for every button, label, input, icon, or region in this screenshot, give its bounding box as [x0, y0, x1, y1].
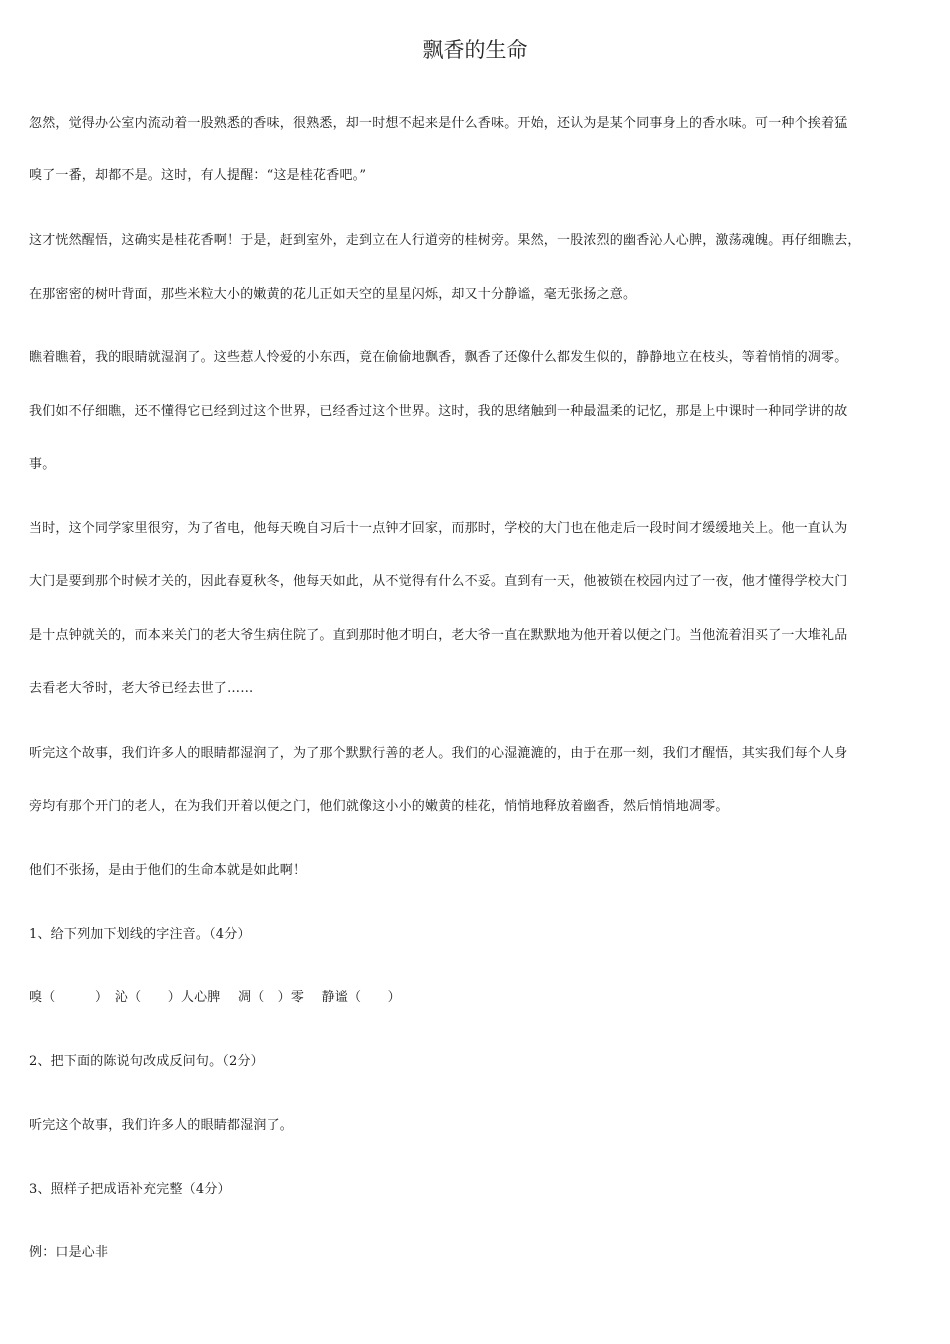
paragraph-5-line-2: 旁均有那个开门的老人，在为我们开着以便之门，他们就像这小小的嫩黄的桂花，悄悄地释放着幽香，然后悄悄地凋零。: [29, 799, 729, 814]
document-title: 飘香的生命: [422, 38, 528, 62]
question-2-heading: 2、把下面的陈说句改成反问句。（2分）: [29, 1054, 264, 1069]
paragraph-2-line-1: 这才恍然醒悟，这确实是桂花香啊！于是，赶到室外，走到立在人行道旁的桂树旁。果然，一股浓烈的幽香沁人心脾，激荡魂魄。再仔细瞧去，: [29, 233, 861, 248]
paragraph-3-line-3: 事。: [29, 457, 56, 472]
paragraph-2-line-2: 在那密密的树叶背面，那些米粒大小的嫩黄的花儿正如天空的星星闪烁，却又十分静谧，毫无张扬之意。: [29, 287, 637, 302]
paragraph-4-line-3: 是十点钟就关的，而本来关门的老大爷生病住院了。直到那时他才明白，老大爷一直在默默地为他开着以便之门。当他流着泪买了一大堆礼品: [29, 628, 848, 643]
paragraph-4-line-4: 去看老大爷时，老大爷已经去世了……: [29, 681, 254, 696]
question-3-example: 例：口是心非: [29, 1245, 109, 1260]
question-1-answer-blanks: [29, 988, 950, 1008]
paragraph-1-line-2: 嗅了一番，却都不是。这时，有人提醒：“这是桂花香吧。”: [29, 168, 367, 183]
question-1-heading: 1、给下列加下划线的字注音。（4分）: [29, 927, 251, 942]
question-2-sentence: 听完这个故事，我们许多人的眼睛都湿润了。: [29, 1118, 294, 1133]
paragraph-1-line-1: 忽然，觉得办公室内流动着一股熟悉的香味，很熟悉，却一时想不起来是什么香味。开始，还认为是某个同事身上的香水味。可一种个挨着猛: [29, 116, 848, 131]
paragraph-4-line-2: 大门是要到那个时候才关的，因此春夏秋冬，他每天如此，从不觉得有什么不妥。直到有一天，他被锁在校园内过了一夜，他才懂得学校大门: [29, 574, 848, 589]
paragraph-4-line-1: 当时，这个同学家里很穷，为了省电，他每天晚自习后十一点钟才回家，而那时，学校的大门也在他走后一段时间才缓缓地关上。他一直认为: [29, 521, 848, 536]
paragraph-5-line-1: 听完这个故事，我们许多人的眼睛都湿润了，为了那个默默行善的老人。我们的心湿漉漉的，由于在那一刻，我们才醒悟，其实我们每个人身: [29, 746, 848, 761]
question-3-heading: 3、照样子把成语补充完整（4分）: [29, 1182, 231, 1197]
answer-blank-line[interactable]: 嗅（ ） 沁（ ）人心脾 凋（ ）零 静谧（ ）: [29, 990, 401, 1005]
paragraph-3-line-2: 我们如不仔细瞧，还不懂得它已经到过这个世界，已经香过这个世界。这时，我的思绪触到一种最温柔的记忆，那是上中课时一种同学讲的故: [29, 404, 848, 419]
paragraph-6-line-1: 他们不张扬，是由于他们的生命本就是如此啊！: [29, 863, 307, 878]
paragraph-3-line-1: 瞧着瞧着，我的眼睛就湿润了。这些惹人怜爱的小东西，竟在偷偷地飘香，飘香了还像什么都发生似的，静静地立在枝头，等着悄悄的凋零。: [29, 350, 848, 365]
